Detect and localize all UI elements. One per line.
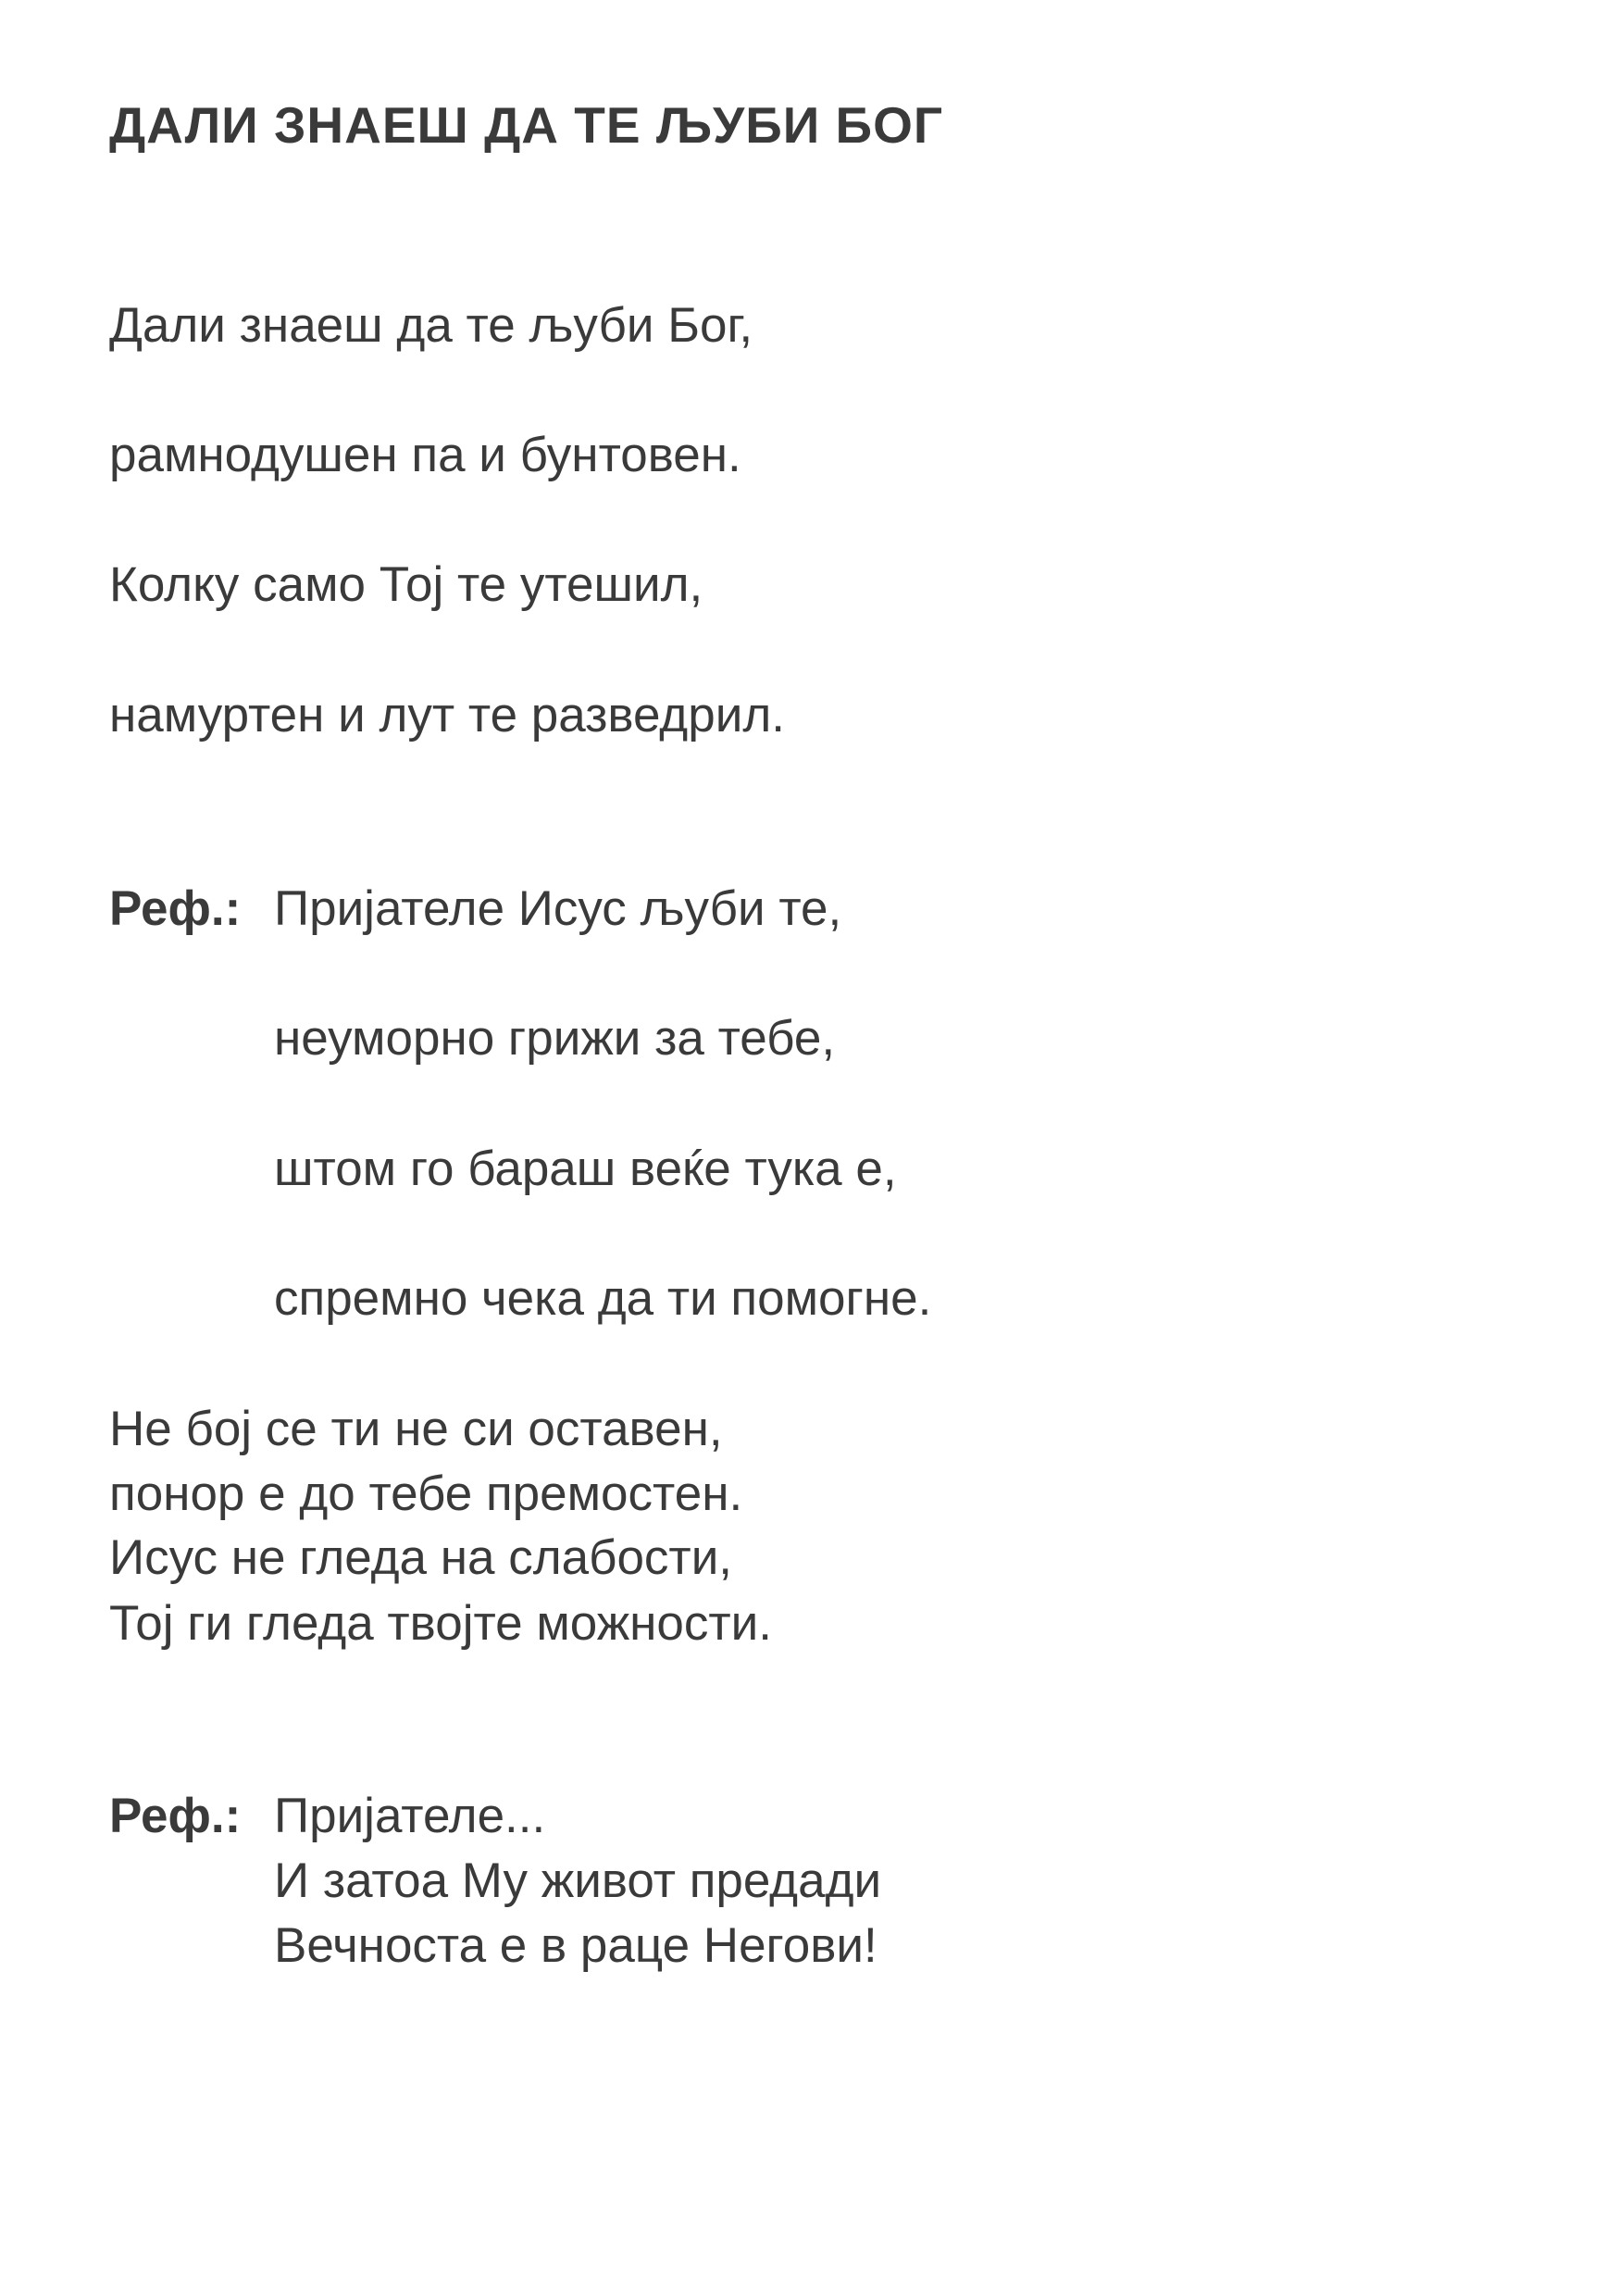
refrain1-line-2: неуморно грижи за тебе, [274, 1011, 836, 1066]
refrain1-line-3: штом го бараш веќе тука е, [274, 1142, 897, 1196]
verse1-line-4: намуртен и лут те разведрил. [109, 688, 785, 742]
verse2-line-2: понор е до тебе премостен. [109, 1466, 743, 1521]
refrain2-label: Реф.: [109, 1789, 242, 1843]
refrain2-line-2: И затоа Му живот предади [274, 1853, 882, 1908]
refrain2-line-1: Пријателе... [274, 1789, 546, 1843]
verse2-line-3: Исус не гледа на слабости, [109, 1530, 733, 1585]
song-title: ДАЛИ ЗНАЕШ ДА ТЕ ЉУБИ БОГ [109, 96, 944, 154]
verse1-line-3: Колку само Тој те утешил, [109, 557, 703, 612]
refrain1-label: Реф.: [109, 881, 242, 936]
verse1-line-2: рамнодушен па и бунтовен. [109, 428, 741, 482]
verse1-line-1: Дали знаеш да те љуби Бог, [109, 298, 753, 353]
refrain2-line-3: Вечноста е в раце Негови! [274, 1918, 877, 1973]
verse2-line-4: Тој ги гледа твојте можности. [109, 1596, 772, 1651]
refrain1-line-1: Пријателе Исус љуби те, [274, 881, 842, 936]
verse2-line-1: Не бој се ти не си оставен, [109, 1402, 723, 1456]
refrain1-line-4: спремно чека да ти помогне. [274, 1271, 932, 1326]
